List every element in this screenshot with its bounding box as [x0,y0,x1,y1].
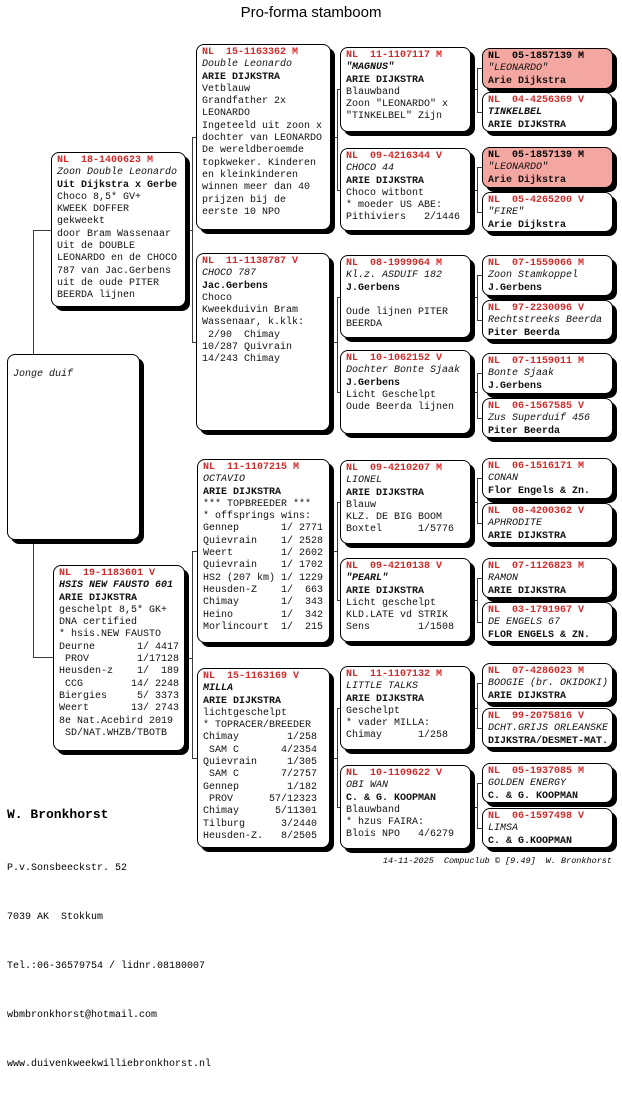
box-line: DNA certified [59,617,138,629]
box-line: J.Gerbens [488,282,543,294]
ring-number: NL 09-4210207 M [346,463,443,474]
pedigree-box-b19 [53,565,185,751]
box-line: ARIE DIJKSTRA [346,487,425,499]
pedigree-box-c4 [482,192,613,232]
box-line: ARIE DIJKSTRA [346,693,425,705]
pedigree-box-blionel [340,460,471,544]
box-line: HSIS NEW FAUSTO 601 [59,580,174,592]
owner-address-line: 7039 AK Stokkum [7,912,104,923]
box-line: Arie Dijkstra [488,219,567,231]
pedigree-box-c11 [482,558,613,598]
ring-number: NL 05-1857139 M [488,150,585,161]
box-line: Gennep 1/ 2771 [203,523,324,535]
box-line: ARIE DIJKSTRA [203,695,282,707]
box-line: Morlincourt 1/ 215 [203,621,324,633]
ring-number: NL 05-1857139 M [488,51,585,62]
connector-line [33,657,53,658]
box-line: CCG 14/ 2248 [59,678,180,690]
pedigree-box-c7 [482,353,613,394]
box-line: Dochter Bonte Sjaak [346,365,461,377]
footer [373,856,612,866]
pedigree-box-c5 [482,255,613,296]
owner-phone-line: Tel.:06-36579754 / lidnr.08180007 [7,961,206,972]
connector-line [330,551,337,552]
box-line: * moeder US ABE: [346,200,443,212]
ring-number: NL 19-1183601 V [59,568,156,579]
box-line: ARIE DIJKSTRA [59,592,138,604]
box-line: DE ENGELS 67 [488,617,561,629]
box-line: TINKELBEL [488,107,543,119]
ring-number: NL 09-4216344 V [346,151,443,162]
box-line: Arie Dijkstra [488,174,567,186]
box-line: GOLDEN ENERGY [488,778,567,790]
box-line: Heusden-Z 1/ 663 [203,584,324,596]
box-line: ARIE DIJKSTRA [346,74,425,86]
connector-line [477,167,478,213]
box-line: eerste 10 NPO [202,206,281,218]
box-line: "PEARL" [346,573,389,585]
box-line: LIMSA [488,823,519,835]
box-line: Heusden-z 1/ 189 [59,666,180,678]
box-line: Chimay 1/ 343 [203,597,324,609]
box-line: LITTLE TALKS [346,681,419,693]
box-line: Rechtstreeks Beerda [488,315,603,327]
box-line: C. & G. KOOPMAN [346,792,437,804]
connector-line [337,297,338,393]
box-line: Licht geschelpt [346,597,437,609]
box-line: Licht Geschelpt [346,389,437,401]
ring-number: NL 08-4200362 V [488,506,585,517]
box-line: ARIE DIJKSTRA [346,585,425,597]
pedigree-box-basduif [340,255,471,338]
pedigree-box-c3 [482,147,613,188]
page-title: Pro-forma stamboom [240,4,382,21]
box-line: Zus Superduif 456 [488,413,591,425]
connector-line [477,373,478,419]
box-line: MILLA [203,683,234,695]
owner-website: www.duivenkweekwilliebronkhorst.nl [7,1059,212,1070]
box-line: prijzen bij de [202,194,287,206]
pedigree-box-bobiwan [340,765,471,849]
box-line: * vader MILLA: [346,718,431,730]
box-line: Zoon "LEONARDO" x [346,99,449,111]
box-line: Oude lijnen PITER [346,307,449,319]
connector-line [337,502,338,601]
connector-line [477,478,478,524]
box-line: winnen meer dan 40 [202,182,311,194]
box-line: 8e Nat.Acebird 2019 [59,715,174,727]
box-line: Blauwband [346,804,401,816]
footer-program: Compuclub © [9.49] [443,856,536,866]
box-line: Grandfather 2x [202,96,287,108]
box-line: CHOCO 787 [202,268,257,280]
box-line: OBI WAN [346,780,389,792]
box-line: Chimay 5/11301 [203,806,318,818]
pedigree-box-c13 [482,663,613,703]
box-line: RAMON [488,573,519,585]
connector-line [477,683,478,729]
box-line: Piter Beerda [488,425,561,437]
box-line: BOOGIE (br. OKIDOKI) [488,678,609,690]
box-line: gekweekt [57,216,106,228]
box-line: "MAGNUS" [346,62,395,74]
box-line: door Bram Wassenaar [57,228,172,240]
box-line: KWEEK DOFFER [57,204,130,216]
box-line: geschelpt 8,5* GK+ [59,604,168,616]
box-line: Wassenaar, k.klk: [202,317,305,329]
box-line: Choco witbont [346,187,425,199]
box-line: en kleinkinderen [202,169,299,181]
pedigree-box-bmagnus [340,47,471,132]
ring-number: NL 07-1159011 M [488,356,585,367]
ring-number: NL 15-1163169 V [203,671,300,682]
box-line: Sens 1/1508 [346,622,455,634]
box-line: Flor Engels & Zn. [488,485,591,497]
ring-number: NL 11-1107117 M [346,50,443,61]
pedigree-box-bltalks [340,666,471,750]
box-line: 14/243 Chimay [202,354,281,366]
footer-author: W. Bronkhorst [545,856,612,866]
connector-line [330,758,337,759]
box-line: 787 van Jac.Gerbens [57,265,172,277]
ring-number: NL 06-1597498 V [488,811,585,822]
owner-email: wbmbronkhorst@hotmail.com [7,1010,158,1021]
box-line: ARIE DIJKSTRA [488,585,567,597]
box-line: Choco 8,5* GV+ [57,191,142,203]
box-line: dochter van LEONARDO [202,133,323,145]
ring-number: NL 18-1400623 M [57,155,154,166]
box-line: Blauw [346,499,377,511]
box-line: ARIE DIJKSTRA [202,71,281,83]
box-line: Biergies 5/ 3373 [59,690,180,702]
box-line: KLD.LATE vd STRIK [346,610,449,622]
box-line: Quievrain 1/ 1702 [203,560,324,572]
box-line: Gennep 1/182 [203,781,318,793]
box-line: Blois NPO 4/6279 [346,829,455,841]
connector-line [33,230,51,231]
ring-number: NL 10-1109622 V [346,768,443,779]
box-line: Geschelpt [346,705,401,717]
box-line: * hsis.NEW FAUSTO [59,629,162,641]
box-line [346,295,467,307]
box-line: SAM C 4/2354 [203,744,318,756]
box-line: PROV 57/12323 [203,793,318,805]
ring-number: NL 06-1567585 V [488,401,585,412]
pedigree-box-bchoco44 [340,148,471,231]
connector-line [192,137,193,343]
box-line: C. & G. KOOPMAN [488,790,579,802]
ring-number: NL 06-1516171 M [488,461,585,472]
pedigree-box-c14 [482,708,613,748]
box-line: Blauwband [346,86,401,98]
box-line: Oude Beerda lijnen [346,402,455,414]
box-line: Deurne 1/ 4417 [59,641,180,653]
pedigree-box-c8 [482,398,613,438]
box-line: PROV 1/17128 [59,654,180,666]
box-line: * hzus FAIRA: [346,817,425,829]
box-line: J.Gerbens [488,380,543,392]
pedigree-box-bbonted [340,350,471,434]
pedigree-box-c16 [482,808,613,848]
box-line: * TOPRACER/BREEDER [203,720,312,732]
box-line: Boxtel 1/5776 [346,524,455,536]
contact-block [7,771,211,1107]
pedigree-box-boct [197,459,330,643]
connector-line [337,708,338,808]
box-line: "LEONARDO" [488,162,549,174]
pedigree-box-c15 [482,763,613,803]
pedigree-box-b15a [196,44,331,230]
box-line: Kl.z. ASDUIF 182 [346,270,443,282]
ring-number: NL 07-1126823 M [488,561,585,572]
box-line: Kweekduivin Bram [202,305,299,317]
box-line: Piter Beerda [488,327,561,339]
box-line: Heusden-Z. 8/2505 [203,830,318,842]
box-line: BEERDA lijnen [57,290,136,302]
box-line: BEERDA [346,319,383,331]
box-line: ARIE DIJKSTRA [346,175,425,187]
ring-number: NL 09-4210138 V [346,561,443,572]
box-line: C. & G.KOOPMAN [488,835,573,847]
box-line: * offsprings wins: [203,511,312,523]
pedigree-box-b11v [196,253,330,431]
box-line: 2/90 Chimay [202,329,281,341]
box-line: SAM C 7/2757 [203,769,318,781]
box-line: De wereldberoemde [202,145,305,157]
ring-number: NL 11-1107215 M [203,462,300,473]
box-line: "LEONARDO" [488,63,549,75]
ring-number: NL 05-4265200 V [488,195,585,206]
box-line [13,357,136,369]
owner-address-line: P.v.Sonsbeeckstr. 52 [7,863,128,874]
box-line: Choco [202,292,233,304]
box-line: "FIRE" [488,207,525,219]
box-line: CHOCO 44 [346,163,395,175]
box-line: Zoon Stamkoppel [488,270,579,282]
box-line: Weert 1/ 2602 [203,548,324,560]
box-line: 10/287 Quivrain [202,342,293,354]
box-line: Zoon Double Leonardo [57,167,178,179]
box-line: SD/NAT.WHZB/TBOTB [59,727,168,739]
box-line: Ingeteeld uit zoon x [202,120,323,132]
connector-line [185,658,192,659]
box-line: *** TOPBREEDER *** [203,498,312,510]
pedigree-box-c12 [482,602,613,642]
ring-number: NL 05-1937085 M [488,766,585,777]
box-line: lichtgeschelpt [203,707,288,719]
box-line: Uit de DOUBLE [57,241,136,253]
ring-number: NL 04-4256369 V [488,95,585,106]
box-line: Vetblauw [202,83,251,95]
box-line: Chimay 1/258 [346,730,449,742]
box-line: Pithiviers 2/1446 [346,212,461,224]
box-line: Quievrain 1/305 [203,757,318,769]
connector-line [477,275,478,321]
box-line: FLOR ENGELS & ZN. [488,629,591,641]
ring-number: NL 97-2230096 V [488,303,585,314]
pedigree-box-c10 [482,503,613,543]
box-line: LEONARDO [202,108,251,120]
box-line: DIJKSTRA/DESMET-MAT. [488,735,609,747]
pedigree-box-c6 [482,300,613,340]
connector-line [330,342,337,343]
box-line: "TINKELBEL" Zijn [346,111,443,123]
box-line: topkweker. Kinderen [202,157,317,169]
ring-number: NL 11-1138787 V [202,256,299,267]
pedigree-box-c9 [482,458,613,499]
connector-line [477,783,478,829]
owner-name: W. Bronkhorst [7,807,109,822]
ring-number: NL 08-1999964 M [346,258,443,269]
pedigree-box-bpearl [340,558,471,642]
ring-number: NL 11-1107132 M [346,669,443,680]
pedigree-box-bmilla [197,668,330,848]
box-line: ARIE DIJKSTRA [488,530,567,542]
connector-line [337,89,338,191]
ring-number: NL 99-2075816 V [488,711,585,722]
box-line: APHRODITE [488,518,543,530]
box-line: KLZ. DE BIG BOOM [346,512,443,524]
box-line: LEONARDO en de CHOCO [57,253,178,265]
connector-line [192,551,193,759]
box-line: Tilburg 3/2440 [203,818,318,830]
box-line: Uit Dijkstra x Gerbe [57,179,178,191]
box-line: Quievrain 1/ 2528 [203,535,324,547]
box-line: J.Gerbens [346,377,401,389]
box-line: OCTAVIO [203,474,246,486]
box-line: ARIE DIJKSTRA [203,486,282,498]
box-line: ARIE DIJKSTRA [488,119,567,131]
box-line: Jac.Gerbens [202,280,269,292]
box-line: ARIE DIJKSTRA [488,690,567,702]
box-line: DCHT.GRIJS ORLEANSKE [488,723,609,735]
pedigree-box-subject [7,354,140,540]
box-line: CONAN [488,473,519,485]
footer-date: 14-11-2025 [382,856,434,866]
pedigree-box-c1 [482,48,613,89]
ring-number: NL 15-1163362 M [202,47,299,58]
ring-number: NL 07-4286023 M [488,666,585,677]
box-line: Heino 1/ 342 [203,609,324,621]
ring-number: NL 03-1791967 V [488,605,585,616]
box-line: Jonge duif [13,369,74,381]
pedigree-box-c2 [482,92,613,132]
box-line: Chimay 1/258 [203,732,318,744]
box-line: LIONEL [346,475,383,487]
box-line: Double Leonardo [202,59,293,71]
box-line: J.Gerbens [346,282,401,294]
ring-number: NL 07-1559066 M [488,258,585,269]
box-line: HS2 (207 km) 1/ 1229 [203,572,324,584]
box-line: Weert 13/ 2743 [59,703,180,715]
box-line: Bonte Sjaak [488,368,555,380]
connector-line [477,578,478,623]
box-line: Arie Dijkstra [488,75,567,87]
box-line: uit de oude PITER [57,277,160,289]
ring-number: NL 10-1062152 V [346,353,443,364]
pedigree-box-b18 [51,152,186,307]
connector-line [477,68,478,113]
